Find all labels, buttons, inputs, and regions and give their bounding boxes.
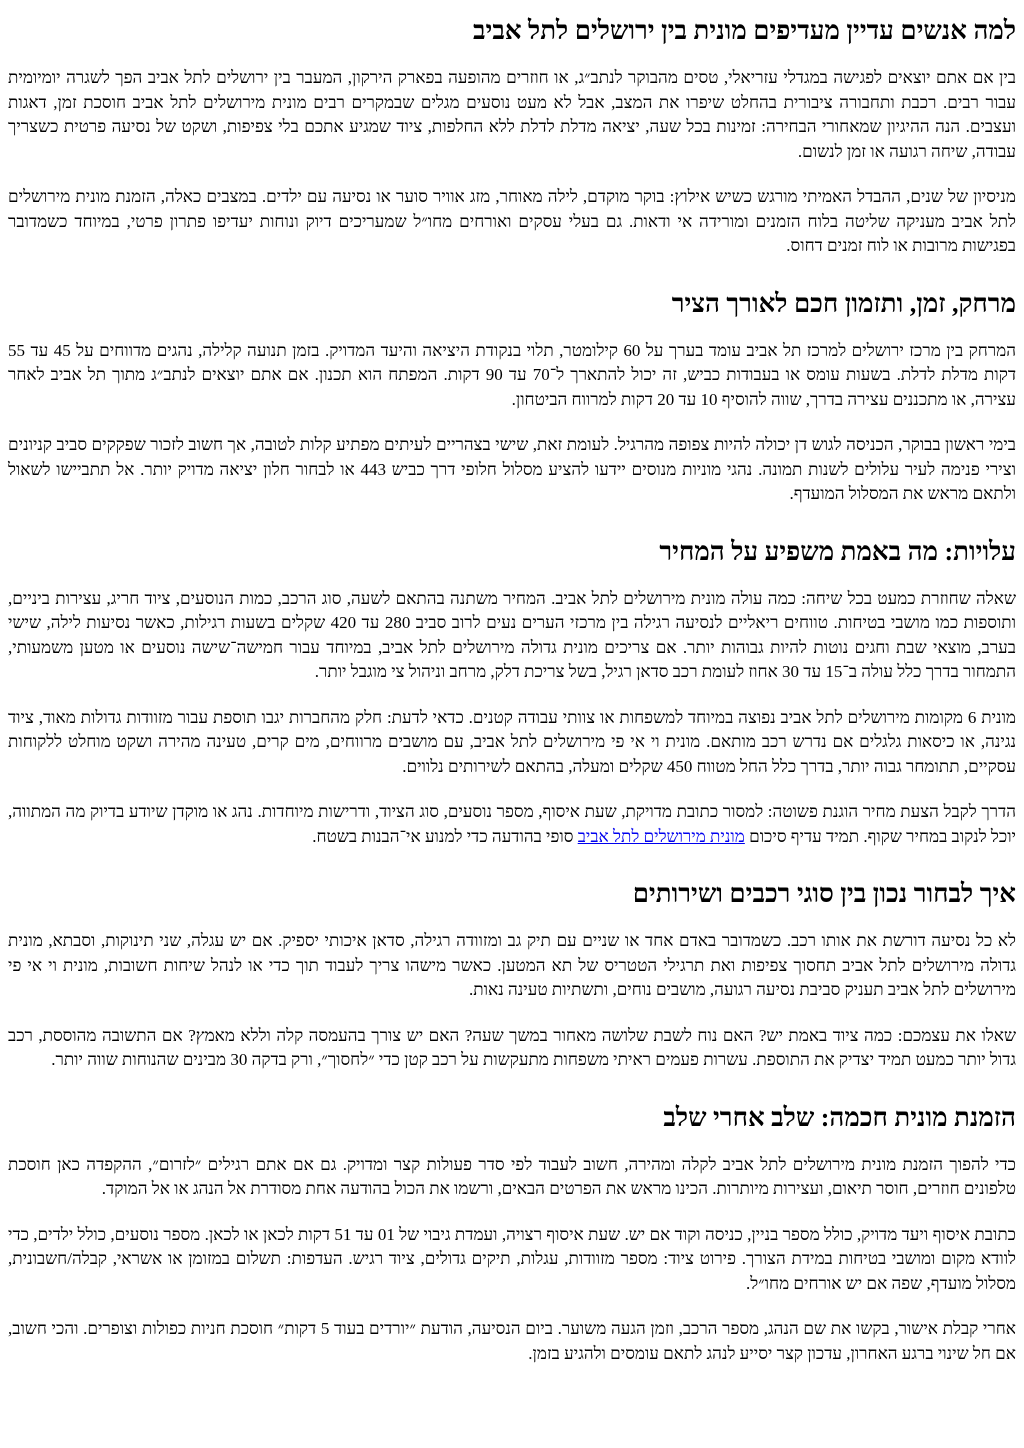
paragraph: אחרי קבלת אישור, בקשו את שם הנהג, מספר הרכב, וזמן הגעה משוער. ביום הנסיעה, הודעת ״יורדים בעוד 5 דקות״ חוסכת חניות כפולות וצופרים. והכי חשוב, אם חל שינוי ברגע האחרון, עדכון קצר יסייע לנהג לתאם עומסים ולהגיע בזמן. [8, 1319, 1016, 1363]
paragraph: מונית 6 מקומות מירושלים לתל אביב נפוצה במיוחד למשפחות או צוותי עבודה קטנים. כדאי לדעת: חלק מהחברות יגבו תוספת עבור מזוודות גדולות מאוד, ציוד נגינה, או כיסאות גלגלים אם נדרש רכב מותאם. מונית וי אי פי מירושלים לתל אביב, עם מושבים מרווחים, מים קרים, טעינה מהירה ושקט מוחלט ללקוחות עסקיים, תתומחר גבוה יותר, בדרך כלל החל מטווח 450 שקלים ומעלה, בהתאם לשירותים נלווים. [8, 707, 1016, 776]
section-heading: עלויות: מה באמת משפיע על המחיר [659, 536, 1016, 566]
paragraph: כדי להפוך הזמנת מונית מירושלים לתל אביב לקלה ומהירה, חשוב לעבוד לפי סדר פעולות קצר ומדויק. גם אם אתם רגילים ״לזרום״, ההקפדה כאן חוסכת טלפונים חוזרים, חוסר תיאום, ועצירות מיותרות. הכינו מראש את הפרטים הבאים, ורשמו את הכול בהודעה אחת מסודרת אל הנהג או אל המוקד. [8, 1154, 1016, 1198]
paragraph: כתובת איסוף ויעד מדויק, כולל מספר בניין, כניסה וקוד אם יש. שעת איסוף רצויה, ועמדת גיבוי של 01 עד 51 דקות לכאן או לכאן. מספר נוסעים, כולל ילדים, כדי לוודא מקום ומושבי בטיחות במידת הצורך. פירוט ציוד: מספר מזוודות, עגלות, תיקים גדולים, ציוד רגיש. העדפות: תשלום במזומן או אשראי, קבלה/חשבונית, מסלול מועדף, שפה אם יש אורחים מחו״ל. [8, 1224, 1016, 1293]
paragraph: שאלה שחוזרת כמעט בכל שיחה: כמה עולה מונית מירושלים לתל אביב. המחיר משתנה בהתאם לשעה, סוג הרכב, כמות הנוסעים, ציוד חריג, עצירות ביניים, ותוספות כמו מושבי בטיחות. טווחים ריאליים לנסיעה רגילה בין מרכזי הערים נעים לרוב סביב 280 עד 420 שקלים בשעות רגילות, כאשר נסיעות לילה, שישי בערב, מוצאי שבת וחגים נוטות להיות גבוהות יותר. אם צריכים מונית גדולה מירושלים לתל אביב, במיוחד עבור חמישה־שישה נוסעים או מטען משמעותי, התמחור בדרך כלל עולה ב־15 עד 30 אחוז לעומת רכב סדאן רגיל, בשל צריכת דלק, מרחב וניהול צי מוגבל יותר. [8, 588, 1017, 681]
paragraph: בין אם אתם יוצאים לפגישה במגדלי עזריאלי, טסים מהבוקר לנתב״ג, או חוזרים מהופעה בפארק הירקון, המעבר בין ירושלים לתל אביב הפך לשגרה יומיומית עבור רבים. רכבת ותחבורה ציבורית בהחלט שיפרו את המצב, אבל לא מעט נוסעים מגלים שבמקרים רבים מונית מירושלים לתל אביב חוסכת זמן, דאגות ועצבים. הנה ההיגיון שמאחורי הבחירה: זמינות בכל שעה, יציאה מדלת לדלת ללא החלפות, ציוד שמגיע אתכם בלי צפיפות, ושקט של נסיעה פרטית כשצריך עבודה, שיחה רגועה או זמן לנשום. [8, 68, 1016, 161]
paragraph: בימי ראשון בבוקר, הכניסה לגוש דן יכולה להיות צפופה מהרגיל. לעומת זאת, שישי בצהריים לעיתים מפתיע קלות לטובה, אך חשוב לזכור שפקקים סביב קניונים וצירי פנימה לעיר עלולים לשנות תמונה. נהגי מוניות מנוסים יידעו להציע מסלול חלופי דרך כביש 443 או לבחור חלון יציאה מדויק יותר. אל תתביישו לשאול ולתאם מראש את המסלול המועדף. [8, 435, 1016, 503]
paragraph: המרחק בין מרכז ירושלים למרכז תל אביב עומד בערך על 60 קילומטר, תלוי בנקודת היציאה והיעד המדויק. בזמן תנועה קלילה, נהגים מדווחים על 45 עד 55 דקות מדלת לדלת. בשעות עומס או בעבודות כביש, זה יכול להתארך ל־70 עד 90 דקות. המפתח הוא תכנון. אם אתם יוצאים לנתב״ג מתוך תל אביב לאחר עצירה, או מתכננים עצירה בדרך, שווה להוסיף 10 עד 20 דקות למרווח הביטחון. [8, 340, 1017, 409]
taxi-jerusalem-tel-aviv-link[interactable]: מונית מירושלים לתל אביב [577, 826, 745, 846]
section-heading: איך לבחור נכון בין סוגי רכבים ושירותים [632, 879, 1016, 908]
paragraph: מניסיון של שנים, ההבדל האמיתי מורגש כשיש אילוץ: בוקר מוקדם, לילה מאוחר, מזג אוויר סוער או נסיעה עם ילדים. במצבים כאלה, הזמנת מונית מירושלים לתל אביב מעניקה שליטה בלוח הזמנים ומורידה אי ודאות. גם בעלי עסקים ואורחים מחו״ל שמעריכים דיוק ונוחות יעדיפו פתרון פרטי, במיוחד כשמדובר בפגישות מרובות או לוח זמנים דחוס. [8, 187, 1016, 255]
section-heading: למה אנשים עדיין מעדיפים מונית בין ירושלים לתל אביב [472, 16, 1016, 45]
paragraph-text: הדרך לקבל הצעת מחיר הוגנת פשוטה: למסור כתובת מדויקת, שעת איסוף, מספר נוסעים, סוג הציוד, ודרישות מיוחדות. נהג או מוקדן שיודע בדיוק מה המתווה, יוכל לנקוב במחיר שקוף. תמיד עדיף סיכום [8, 802, 1016, 846]
paragraph-with-link [8, 800, 1016, 849]
paragraph: לא כל נסיעה דורשת את אותו רכב. כשמדובר באדם אחד או שניים עם תיק גב ומזוודה רגילה, סדאן איכותי יספיק. אם יש עגלה, שני תינוקות, וסבתא, מונית גדולה מירושלים לתל אביב תחסוך צפיפות ואת תרגילי הטטריס של תא המטען. כאשר מישהו צריך לעבוד תוך כדי או לנהל שיחות חשובות, מונית וי אי פי מירושלים לתל אביב תעניק סביבת נסיעה רגועה, מושבים נוחים, ותשתיות טעינה נאות. [8, 931, 1016, 999]
section-heading: הזמנת מונית חכמה: שלב אחרי שלב [663, 1102, 1016, 1132]
paragraph: שאלו את עצמכם: כמה ציוד באמת יש? האם נוח לשבת שלושה מאחור במשך שעה? האם יש צורך בהעמסה קלה וללא מאמץ? אם התשובה מהוססת, רכב גדול יותר כמעט תמיד יצדיק את התוספת. עשרות פעמים ראיתי משפחות מתעקשות על רכב קטן כדי ״לחסוך״, ורק בדקה 30 מבינים שהנוחות שווה יותר. [8, 1025, 1016, 1069]
paragraph-text: סופי בהודעה כדי למנוע אי־הבנות בשטח. [312, 826, 578, 846]
section-heading: מרחק, זמן, ותזמון חכם לאורך הציר [671, 288, 1016, 318]
